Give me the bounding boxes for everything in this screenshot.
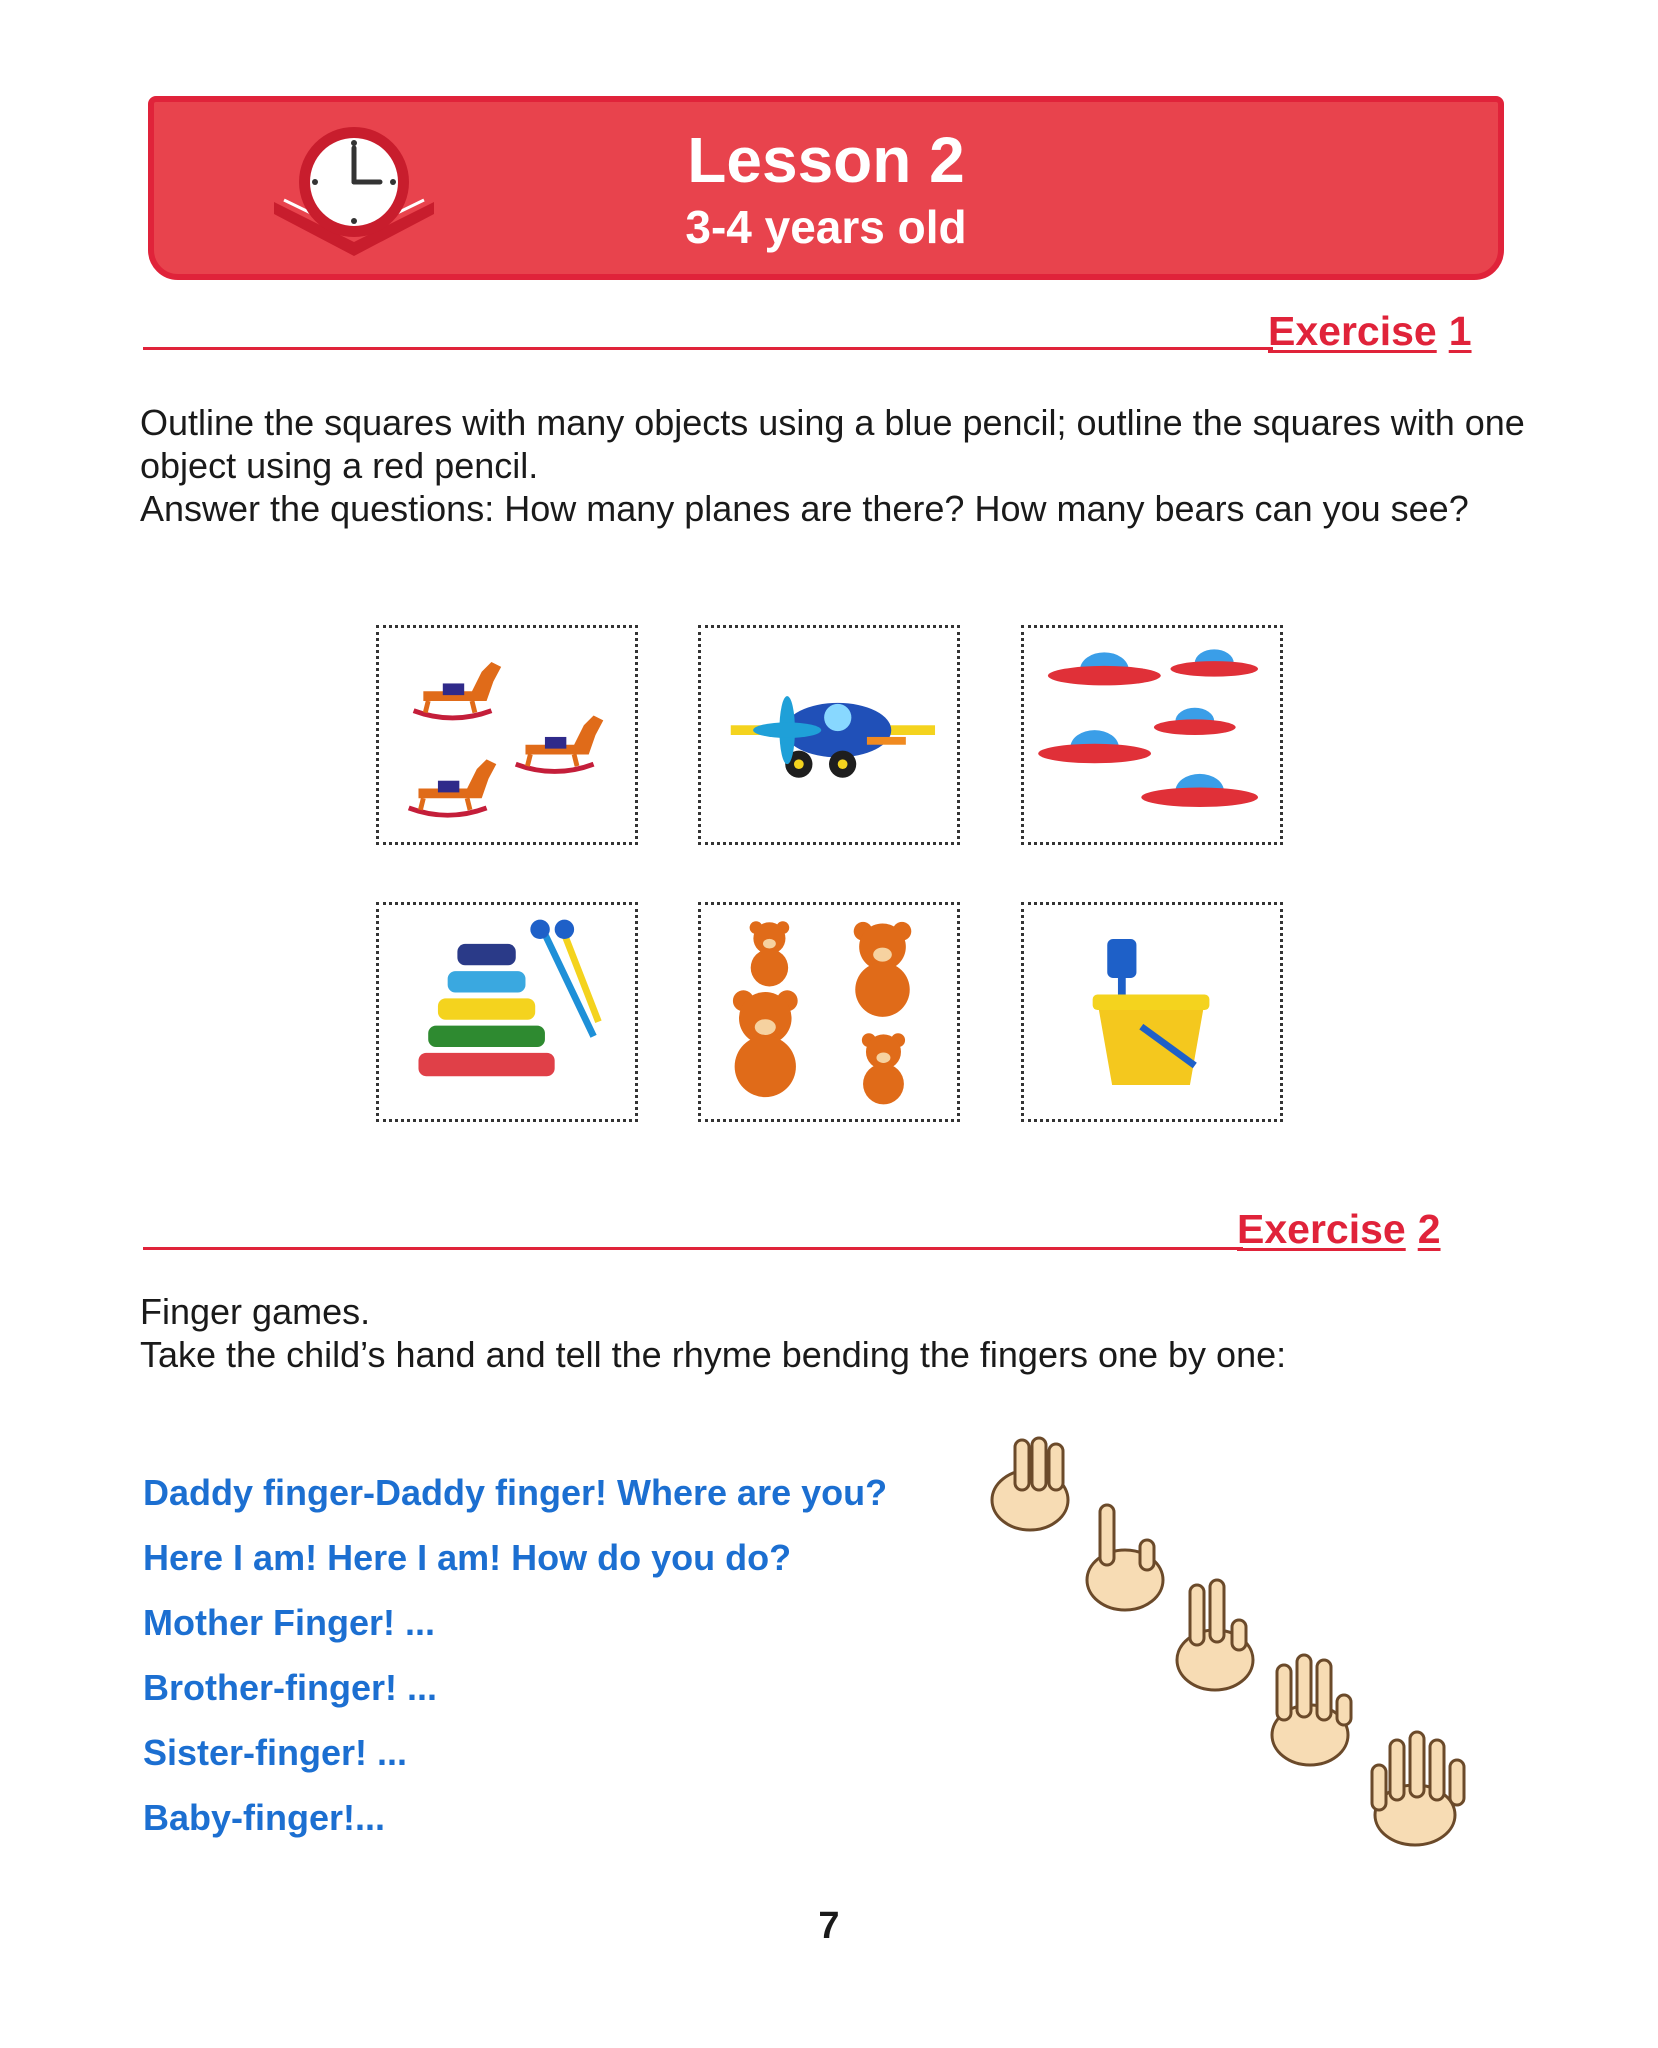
exercise-1-heading [1268,308,1472,355]
exercise-label: Exercise [1268,308,1437,354]
instruction-line: Take the child’s hand and tell the rhyme bending the fingers one by one: [140,1334,1287,1375]
rhyme-line: Daddy finger-Daddy finger! Where are you? [143,1472,888,1513]
box-xylophone[interactable] [376,902,638,1122]
exercise-2-heading [1237,1206,1441,1253]
exercise-1-rule [143,347,1273,350]
lesson-title: Lesson 2 [687,124,965,196]
rhyme-line: Sister-finger! ... [143,1732,408,1773]
box-flying-saucers[interactable] [1021,625,1283,845]
rhyme-line: Mother Finger! ... [143,1602,435,1643]
box-teddy-bears[interactable] [698,902,960,1122]
teddy-bear-icon [701,905,957,1119]
finger-rhyme [143,1460,887,1850]
rhyme-line: Baby-finger!... [143,1797,386,1838]
box-rocking-horses[interactable] [376,625,638,845]
xylophone-icon [379,905,635,1119]
rocking-horse-icon [379,628,635,842]
rhyme-line: Here I am! Here I am! How do you do? [143,1537,792,1578]
toy-plane-icon [701,628,957,842]
counting-hands-icon [960,1415,1520,1865]
exercise-2-rule [143,1247,1243,1250]
lesson-age-range: 3-4 years old [685,201,967,253]
instruction-line: Finger games. [140,1291,371,1332]
rhyme-line: Brother-finger! ... [143,1667,437,1708]
exercise-label: Exercise [1237,1206,1406,1252]
exercise-number: 2 [1417,1206,1441,1252]
sand-bucket-icon [1024,905,1280,1119]
lesson-banner [148,96,1504,280]
instruction-line: Outline the squares with many objects using a blue pencil; outline the squares with one object using a red pencil. [140,402,1525,486]
exercise-2-instructions [140,1290,1340,1376]
instruction-line: Answer the questions: How many planes are there? How many bears can you see? [140,488,1469,529]
exercise-1-instructions [140,401,1570,530]
box-sand-bucket[interactable] [1021,902,1283,1122]
box-toy-plane[interactable] [698,625,960,845]
exercise-number: 1 [1448,308,1472,354]
page-number: 7 [818,1905,840,1947]
flying-saucer-icon [1024,628,1280,842]
